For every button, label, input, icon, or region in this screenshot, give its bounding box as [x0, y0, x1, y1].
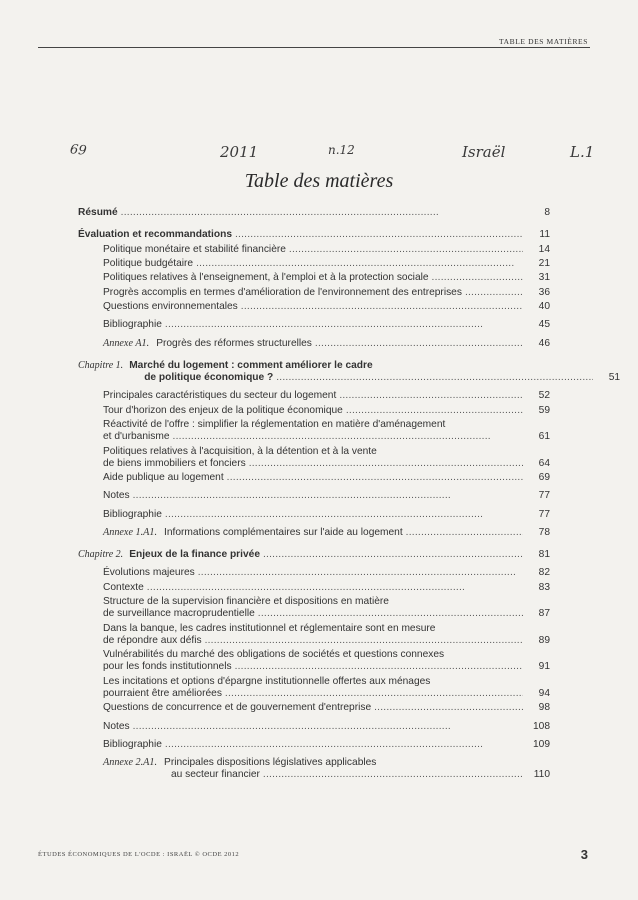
toc-entry-label: Questions environnementales: [103, 301, 238, 313]
toc-entry-label: Politiques relatives à l'acquisition, à la détention et à la vente: [103, 445, 377, 457]
toc-page-number: 46: [538, 337, 550, 349]
toc-page-number: 59: [538, 404, 550, 416]
toc-entry-label: de surveillance macroprudentielle: [103, 608, 255, 620]
toc-entry-label: Contexte: [103, 581, 144, 593]
toc-entry-label: Dans la banque, les cadres institutionnel et réglementaire sont en mesure: [103, 622, 436, 634]
toc-page-number: 98: [538, 702, 550, 714]
annex-prefix: Annexe 2.A1.: [103, 756, 158, 768]
toc-entry-label: pour les fonds institutionnels: [103, 661, 232, 673]
toc-subentry: [78, 721, 550, 733]
toc-subentry: [78, 582, 550, 594]
toc-page-number: 78: [538, 526, 550, 538]
running-header: TABLE DES MATIÈRES: [499, 37, 588, 46]
toc-subentry: [78, 623, 550, 647]
leader-dots: [165, 509, 523, 521]
chapter-prefix: Chapitre 1.: [78, 359, 124, 371]
toc-subentry: [78, 319, 550, 331]
toc-page-number: 77: [538, 490, 550, 502]
toc-entry-label: et d'urbanisme: [103, 431, 170, 443]
toc-entry-label: Réactivité de l'offre : simplifier la réglementation en matière d'aménagement: [103, 418, 446, 430]
toc-entry-label: Progrès accomplis en termes d'amélioration de l'environnement des entreprises: [103, 286, 462, 298]
toc-subentry: [78, 739, 550, 751]
toc-subentry: [78, 490, 550, 502]
toc-subentry: [78, 272, 550, 284]
chapter-prefix: Chapitre 2.: [78, 548, 124, 560]
toc-entry-label: Politique monétaire et stabilité financière: [103, 243, 286, 255]
leader-dots: [315, 338, 523, 350]
toc-page-number: 87: [538, 608, 550, 620]
annex-title: Principales dispositions législatives applicables: [164, 756, 377, 768]
leader-dots: [465, 287, 523, 299]
leader-dots: [133, 721, 523, 733]
leader-dots: [235, 661, 523, 673]
toc-entry-label: [103, 338, 312, 350]
toc-subentry: [78, 596, 550, 620]
leader-dots: [258, 608, 523, 620]
annex-prefix: Annexe A1.: [103, 337, 150, 349]
toc-page-number: 91: [538, 661, 550, 673]
leader-dots: [339, 390, 523, 402]
chapter-title-line: de politique économique ?: [144, 371, 274, 383]
toc-entry-line-2: [103, 431, 550, 443]
toc-entry-line-2: [103, 635, 550, 647]
toc-page-number: 94: [538, 687, 550, 699]
toc-entry-evaluation: [78, 229, 550, 241]
annex-prefix: Annexe 1.A1.: [103, 526, 158, 538]
toc-entry-label: Politique budgétaire: [103, 257, 194, 269]
toc-entry-resume: [78, 207, 550, 219]
annex-title: au secteur financier: [171, 769, 260, 781]
toc-entry-label: Évolutions majeures: [103, 567, 195, 579]
leader-dots: [133, 490, 523, 502]
handwritten-note: Israël: [462, 143, 506, 161]
toc-subentry: [78, 649, 550, 673]
chapter-heading: [78, 359, 621, 384]
toc-subentry: [78, 676, 550, 700]
toc-annex-entry: [78, 757, 550, 781]
toc-entry-label: de biens immobiliers et fonciers: [103, 457, 246, 469]
toc-page-number: 83: [538, 581, 550, 593]
toc-page-number: 108: [533, 720, 550, 732]
leader-dots: [289, 244, 523, 256]
footer-publication: ÉTUDES ÉCONOMIQUES DE L'OCDE : ISRAËL © OCDE 2012: [38, 851, 240, 858]
toc-page-number: 64: [538, 457, 550, 469]
leader-dots: [173, 431, 523, 443]
chapter-title: Enjeux de la finance privée: [129, 548, 260, 560]
toc-page-number: 45: [538, 319, 550, 331]
toc-entry-label: Les incitations et options d'épargne institutionnelle offertes aux ménages: [103, 675, 431, 687]
toc-entry-line-2: [103, 769, 550, 781]
table-of-contents: [78, 207, 621, 781]
toc-page-number: 11: [539, 229, 550, 241]
leader-dots: [147, 582, 523, 594]
chapter-title-line-2: [129, 372, 620, 384]
toc-entry-line-2: [103, 661, 550, 673]
leader-dots: [235, 229, 523, 241]
page-title: Table des matières: [244, 170, 394, 192]
toc-entry-label: [103, 527, 403, 539]
toc-page-number: 8: [544, 207, 550, 218]
leader-dots: [198, 567, 523, 579]
toc-chapter-2: [78, 549, 550, 561]
toc-entry-label: Bibliographie: [103, 508, 162, 520]
toc-subentry: [78, 446, 550, 470]
toc-subentry: [78, 419, 550, 443]
toc-chapter-1: [78, 359, 621, 384]
chapter-title: [129, 360, 620, 384]
handwritten-note: n.12: [328, 143, 355, 157]
toc-page-number: 89: [538, 634, 550, 646]
toc-entry-line-2: [103, 458, 550, 470]
toc-entry-label: Notes: [103, 720, 130, 732]
toc-annex-entry: [78, 527, 550, 539]
toc-subentry: [78, 509, 550, 521]
footer-page-number: 3: [580, 847, 588, 862]
leader-dots: [263, 769, 523, 781]
toc-page-number: 110: [533, 769, 550, 781]
leader-dots: [249, 458, 523, 470]
leader-dots: [165, 739, 523, 751]
toc-subentry: [78, 405, 550, 417]
toc-entry-label: Notes: [103, 490, 130, 502]
toc-page-number: 36: [538, 286, 550, 298]
handwritten-note: 69: [69, 142, 88, 159]
toc-subentry: [78, 258, 550, 270]
leader-dots: [406, 527, 523, 539]
toc-entry-line-2: [103, 608, 550, 620]
toc-entry-label: Questions de concurrence et de gouvernement d'entreprise: [103, 702, 372, 714]
chapter-title-line: Marché du logement : comment améliorer le cadre: [129, 359, 373, 371]
handwritten-note: 2011: [220, 143, 259, 161]
toc-entry-label: [103, 757, 550, 769]
toc-entry-label: Tour d'horizon des enjeux de la politique économique: [103, 404, 343, 416]
toc-entry-label: Structure de la supervision financière et dispositions en matière: [103, 595, 389, 607]
toc-subentry: [78, 702, 550, 714]
annex-title: Informations complémentaires sur l'aide au logement: [164, 526, 403, 538]
leader-dots: [241, 301, 523, 313]
toc-subentry: [78, 390, 550, 402]
toc-subentry: [78, 244, 550, 256]
toc-subentry: [78, 472, 550, 484]
annex-title: Progrès des réformes structurelles: [156, 337, 312, 349]
leader-dots: [432, 272, 523, 284]
leader-dots: [121, 207, 523, 219]
toc-page-number: 51: [608, 371, 621, 383]
leader-dots: [225, 688, 523, 700]
header-rule: [38, 47, 590, 48]
toc-entry-label: Vulnérabilités du marché des obligations de sociétés et questions connexes: [103, 649, 445, 661]
leader-dots: [263, 549, 523, 561]
leader-dots: [276, 372, 593, 384]
leader-dots: [165, 319, 523, 331]
toc-page-number: 40: [538, 301, 550, 313]
toc-entry-label: Résumé: [78, 207, 118, 218]
toc-entry-label: de répondre aux défis: [103, 634, 202, 646]
toc-entry-label: Bibliographie: [103, 319, 162, 331]
toc-entry-label: Principales caractéristiques du secteur du logement: [103, 390, 337, 402]
toc-page-number: 61: [538, 431, 550, 443]
toc-page-number: 21: [538, 257, 550, 269]
toc-entry-line-2: [103, 688, 550, 700]
toc-page-number: 14: [538, 243, 550, 255]
toc-page-number: 69: [538, 472, 550, 484]
toc-entry-label: Politiques relatives à l'enseignement, à l'emploi et à la protection sociale: [103, 272, 429, 284]
chapter-heading: [78, 549, 260, 561]
handwritten-notes: [70, 143, 610, 171]
toc-page-number: 82: [538, 567, 550, 579]
toc-subentry: [78, 287, 550, 299]
toc-annex-entry: [78, 338, 550, 350]
toc-entry-label: pourraient être améliorées: [103, 687, 222, 699]
handwritten-note: L.1: [570, 143, 595, 161]
toc-subentry: [78, 301, 550, 313]
toc-page-number: 31: [538, 272, 550, 284]
toc-page-number: 81: [538, 548, 550, 560]
leader-dots: [196, 258, 523, 270]
leader-dots: [205, 635, 523, 647]
toc-page-number: 109: [533, 738, 550, 750]
toc-entry-label: Évaluation et recommandations: [78, 229, 232, 241]
leader-dots: [227, 472, 523, 484]
toc-subentry: [78, 567, 550, 579]
toc-page-number: 52: [538, 390, 550, 402]
toc-entry-label: Bibliographie: [103, 738, 162, 750]
toc-page-number: 77: [538, 508, 550, 520]
leader-dots: [374, 702, 523, 714]
toc-entry-label: Aide publique au logement: [103, 472, 224, 484]
leader-dots: [346, 405, 523, 417]
